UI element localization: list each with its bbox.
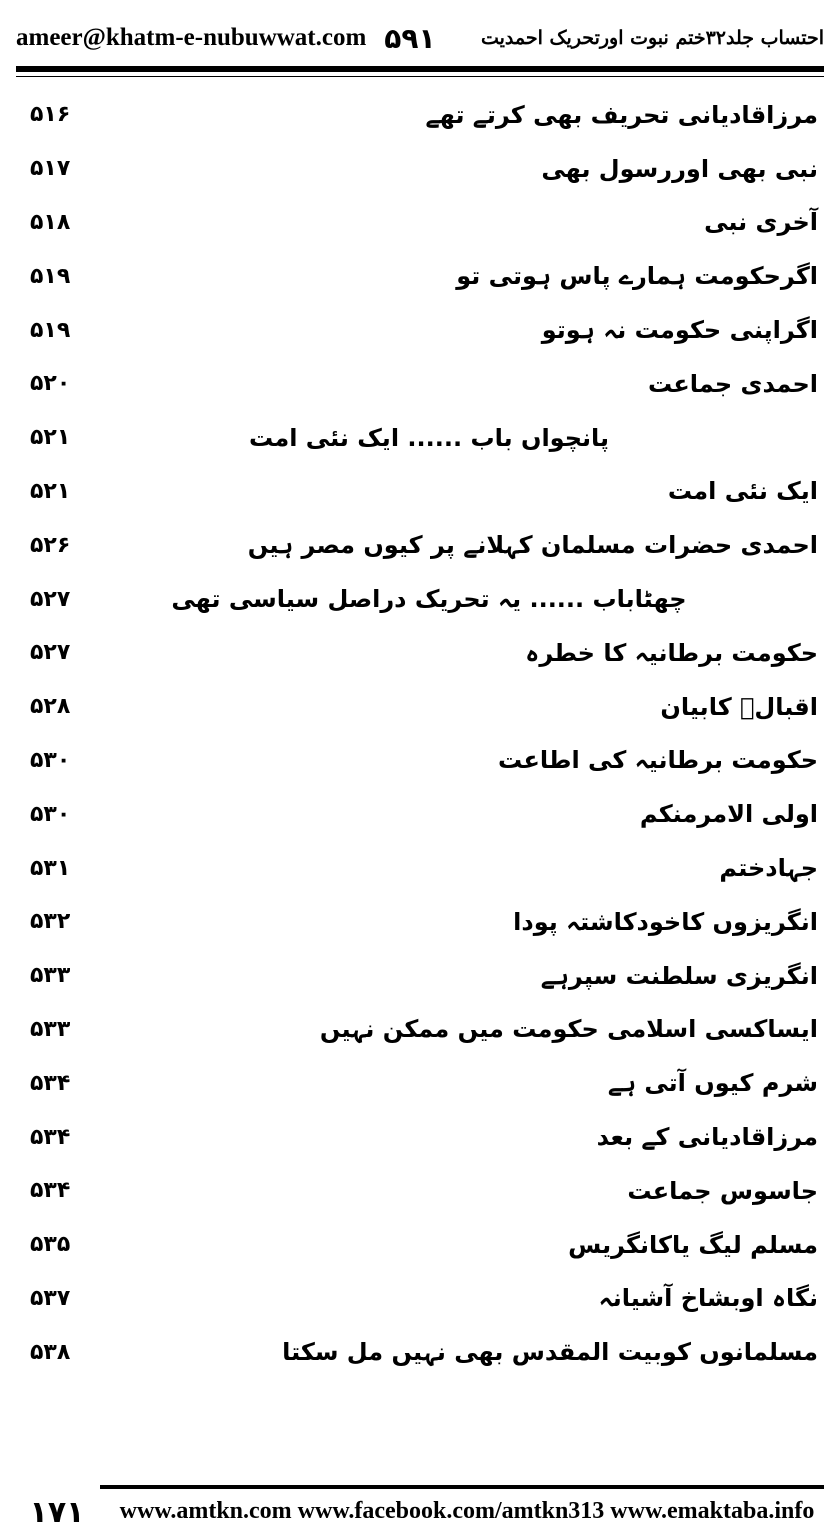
footer-page-number: ۱۷۱ [29, 1494, 85, 1530]
toc-title: انگریزوں کاخودکاشتہ پودا [513, 907, 818, 936]
toc-row [18, 1325, 818, 1379]
toc-page: ۵۲۱ [30, 425, 71, 451]
toc-row [18, 949, 818, 1003]
toc-page: ۵۲۸ [30, 694, 71, 720]
toc-page: ۵۳۰ [30, 801, 71, 827]
toc-page: ۵۳۳ [30, 1016, 71, 1042]
toc-title: پانچواں باب ...... ایک نئی امت [248, 423, 610, 452]
toc-page: ۵۳۱ [30, 855, 71, 881]
header-rule [16, 66, 824, 72]
toc-row [18, 1218, 818, 1272]
toc-row [18, 895, 818, 949]
toc-row [18, 142, 818, 196]
toc-row [18, 303, 818, 357]
toc-row [18, 196, 818, 250]
toc-row [18, 357, 818, 411]
toc-title: نگاہ اوبشاخ آشیانہ [598, 1284, 818, 1313]
footer-links: www.amtkn.com www.facebook.com/amtkn313 www.emaktaba.info [119, 1498, 815, 1524]
toc-title: ایساکسی اسلامی حکومت میں ممکن نہیں [319, 1015, 818, 1044]
header-email: ameer@khatm-e-nubuwwat.com [16, 24, 367, 51]
toc-row [18, 1003, 818, 1057]
toc-title: جاسوس جماعت [627, 1176, 818, 1205]
toc-title: مسلمانوں کوبیت المقدس بھی نہیں مل سکتا [282, 1338, 818, 1367]
toc-row [18, 1272, 818, 1326]
toc-row [18, 518, 818, 572]
toc-title: انگریزی سلطنت سپرہے [540, 961, 818, 990]
toc-row [18, 626, 818, 680]
toc-page: ۵۱۶ [30, 102, 71, 128]
toc-title: اگرحکومت ہمارے پاس ہوتی تو [456, 262, 818, 291]
header-left-group [16, 22, 436, 55]
toc-page: ۵۳۴ [30, 1178, 71, 1204]
toc-title: حکومت برطانیہ کی اطاعت [498, 746, 818, 775]
toc-page: ۵۳۸ [30, 1339, 71, 1365]
toc-title: جہادختم [719, 854, 818, 883]
toc-page: ۵۳۵ [30, 1232, 71, 1258]
toc-page: ۵۳۳ [30, 963, 71, 989]
toc-page: ۵۱۸ [30, 209, 71, 235]
toc-row [18, 88, 818, 142]
toc-title: نبی بھی اوررسول بھی [541, 154, 818, 183]
toc-row [18, 1110, 818, 1164]
toc-chapter-heading [18, 572, 818, 626]
toc-title: اولی الامرمنکم [639, 800, 818, 829]
toc-title: مرزاقادیانی کے بعد [596, 1123, 818, 1152]
toc-page: ۵۲۷ [30, 640, 71, 666]
toc-row [18, 734, 818, 788]
toc-row [18, 787, 818, 841]
toc-row [18, 680, 818, 734]
toc-page: ۵۲۷ [30, 586, 71, 612]
toc-page: ۵۱۹ [30, 317, 71, 343]
header-title: احتساب جلد۳۲ختم نبوت اورتحریک احمدیت [480, 27, 824, 49]
toc-title: شرم کیوں آتی ہے [607, 1069, 818, 1098]
toc-chapter-heading [18, 411, 818, 465]
toc-title: مسلم لیگ یاکانگریس [568, 1230, 818, 1259]
toc-title: اقبالؒ کابیان [660, 692, 818, 721]
toc-page: ۵۲۰ [30, 371, 71, 397]
toc-page: ۵۳۴ [30, 1070, 71, 1096]
toc-title: احمدی حضرات مسلمان کہلانے پر کیوں مصر ہیں [247, 531, 818, 560]
toc-title: ایک نئی امت [667, 477, 818, 506]
toc-row [18, 465, 818, 519]
page-header [16, 18, 824, 58]
footer-rule [100, 1485, 824, 1489]
toc-page: ۵۱۷ [30, 156, 71, 182]
header-rule-thin [16, 76, 824, 77]
toc-title: اگراپنی حکومت نہ ہوتو [541, 316, 818, 345]
toc-page: ۵۲۶ [30, 532, 71, 558]
toc-row [18, 1164, 818, 1218]
toc-page: ۵۲۱ [30, 478, 71, 504]
toc-page: ۵۳۰ [30, 747, 71, 773]
toc-page: ۵۳۲ [30, 909, 71, 935]
toc-title: حکومت برطانیہ کا خطرہ [525, 638, 818, 667]
toc-title: احمدی جماعت [647, 369, 818, 398]
header-page-number: ۵۹۱ [384, 21, 436, 55]
toc-title: چھٹاباب ...... یہ تحریک دراصل سیاسی تھی [171, 585, 687, 614]
toc-row [18, 841, 818, 895]
toc-page: ۵۳۴ [30, 1124, 71, 1150]
toc-row [18, 249, 818, 303]
toc-page: ۵۱۹ [30, 263, 71, 289]
toc-row [18, 1056, 818, 1110]
toc-title: آخری نبی [704, 208, 818, 237]
table-of-contents [18, 88, 818, 1379]
toc-title: مرزاقادیانی تحریف بھی کرتے تھے [425, 100, 818, 129]
toc-page: ۵۳۷ [30, 1285, 71, 1311]
